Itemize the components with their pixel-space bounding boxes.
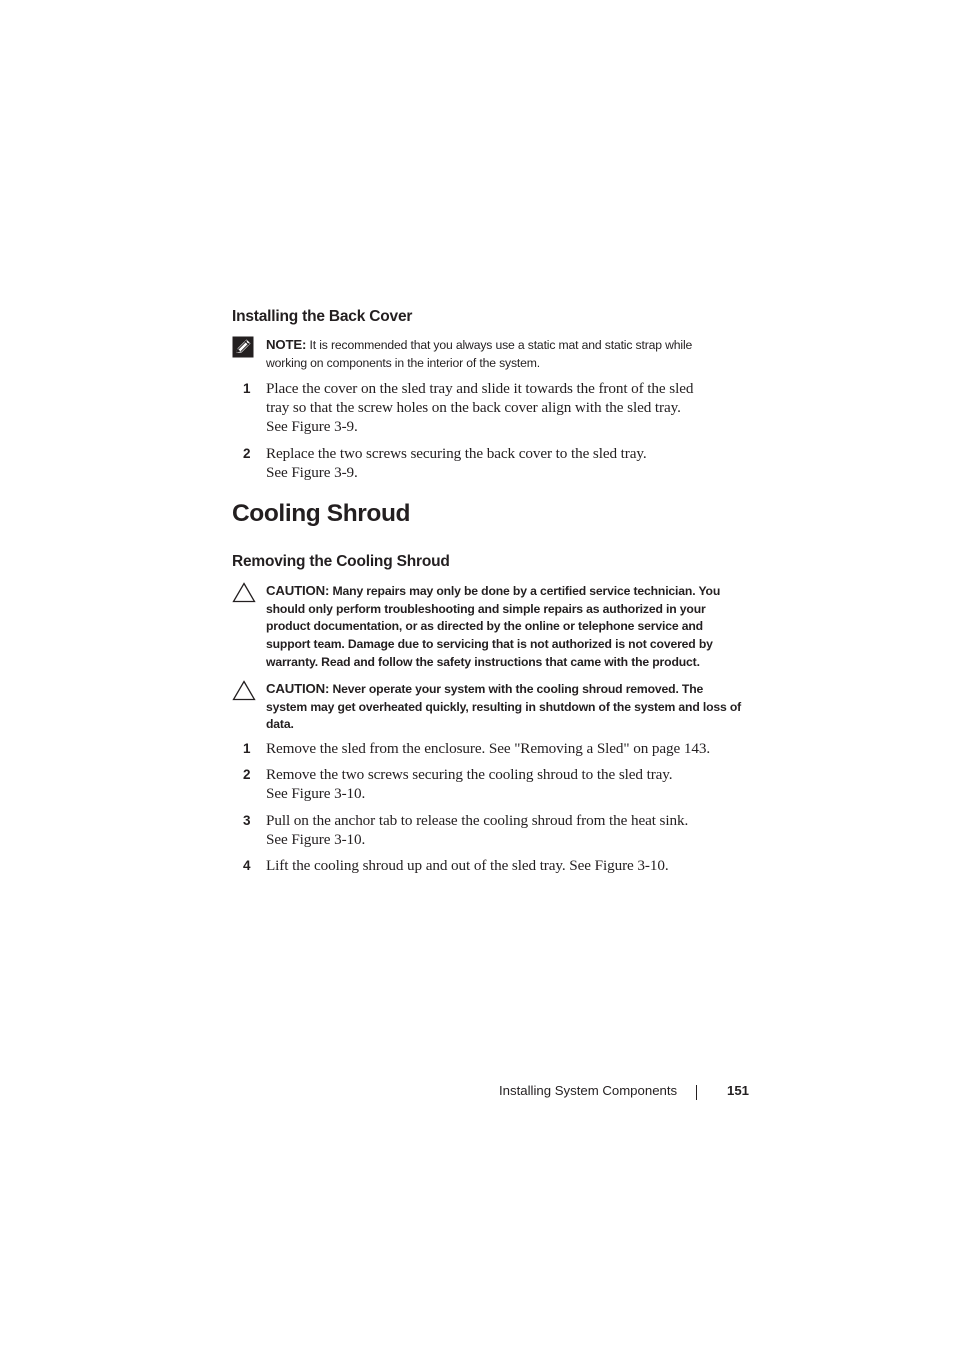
caution-triangle-icon (232, 680, 256, 706)
caution-box (232, 582, 752, 672)
caution-label: CAUTION: (266, 681, 330, 696)
note-box (232, 336, 752, 372)
step-text-line: Lift the cooling shroud up and out of the sled tray. See Figure 3-10. (266, 857, 669, 875)
step-item (232, 379, 752, 437)
step-number: 3 (243, 812, 251, 828)
step-text-line: See Figure 3-9. (266, 463, 358, 481)
step-item (232, 739, 752, 758)
back-cover-steps (232, 379, 752, 489)
step-item (232, 444, 752, 482)
caution-triangle-icon (232, 582, 256, 608)
step-text-line: Remove the two screws securing the cooling shroud to the sled tray. (266, 766, 673, 784)
step-item (232, 811, 752, 849)
step-item (232, 765, 752, 803)
page-footer (499, 1083, 750, 1098)
note-pencil-icon (232, 336, 254, 363)
step-text-line: Pull on the anchor tab to release the cooling shroud from the heat sink. (266, 811, 689, 829)
chapter-title: Cooling Shroud (232, 500, 411, 527)
caution-text-line: data. (266, 717, 294, 732)
footer-chapter-name: Installing System Components (499, 1083, 678, 1098)
note-text-line-1: It is recommended that you always use a static mat and static strap while (309, 338, 693, 352)
note-label: NOTE: (266, 337, 307, 352)
step-number: 1 (243, 381, 251, 396)
caution-text-line: product documentation, or as directed by the online or telephone service and (266, 619, 703, 634)
step-number: 2 (243, 767, 251, 783)
footer-separator (696, 1085, 697, 1100)
step-text-line: Remove the sled from the enclosure. See "Removing a Sled" on page 143. (266, 740, 711, 757)
caution-text-line: Many repairs may only be done by a certified service technician. You (332, 584, 721, 598)
section-heading-installing-back-cover: Installing the Back Cover (232, 308, 413, 325)
caution-text-line: Never operate your system with the cooling shroud removed. The (332, 682, 704, 696)
step-number: 2 (243, 445, 251, 461)
page-number: 151 (727, 1083, 750, 1098)
step-text-line: See Figure 3-10. (266, 785, 366, 803)
caution-text-line: support team. Damage due to servicing that is not authorized is not covered by (266, 637, 713, 652)
step-number: 4 (243, 858, 251, 874)
note-text-line-2: working on components in the interior of the system. (266, 355, 541, 370)
step-text-line: tray so that the screw holes on the back cover align with the sled tray. (266, 399, 681, 417)
step-text-line: Place the cover on the sled tray and slide it towards the front of the sled (266, 380, 694, 397)
caution-label: CAUTION: (266, 583, 330, 598)
caution-text-line: system may get overheated quickly, resulting in shutdown of the system and loss of (266, 699, 742, 714)
cooling-shroud-steps (232, 739, 752, 882)
caution-box (232, 680, 752, 734)
step-text-line: See Figure 3-10. (266, 830, 366, 848)
step-text-line: See Figure 3-9. (266, 418, 358, 436)
step-text-line: Replace the two screws securing the back cover to the sled tray. (266, 444, 647, 462)
step-number: 1 (243, 741, 251, 756)
section-heading-removing-cooling-shroud: Removing the Cooling Shroud (232, 553, 450, 570)
caution-text-line: warranty. Read and follow the safety instructions that came with the product. (266, 654, 700, 669)
caution-text-line: should only perform troubleshooting and simple repairs as authorized in your (266, 601, 706, 616)
step-item (232, 856, 752, 875)
